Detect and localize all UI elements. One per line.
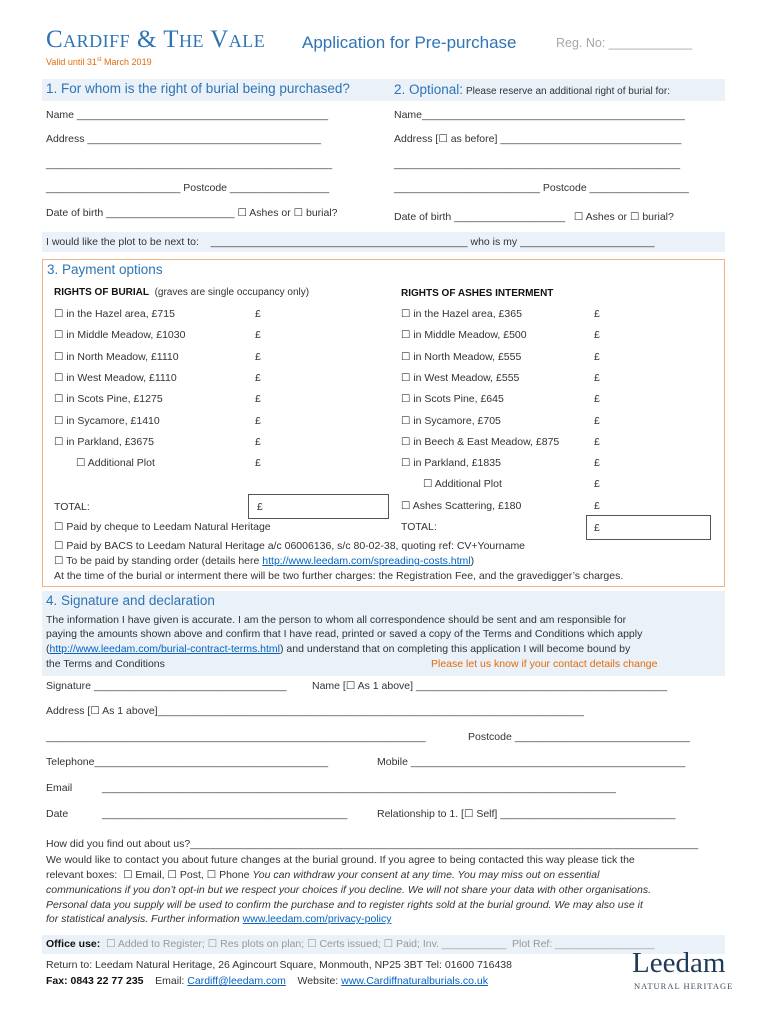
s1-name-field[interactable]: Name ___________________________________________ bbox=[46, 109, 329, 121]
ashes-option-label: in North Meadow, £555 bbox=[413, 351, 522, 363]
checkbox[interactable]: ☐ bbox=[401, 308, 411, 320]
burial-option-label: in Middle Meadow, £1030 bbox=[66, 329, 186, 341]
section-1-title: 1. For whom is the right of burial being purchased? bbox=[46, 81, 350, 96]
checkbox[interactable]: ☐ bbox=[54, 415, 64, 427]
checkbox: ☐ bbox=[463, 808, 474, 820]
checkbox[interactable]: ☐ bbox=[423, 478, 433, 490]
consent-options-row: relevant boxes: ☐ Email, ☐ Post, ☐ Phone You can withdraw your consent at any time. You may miss out on essential bbox=[46, 869, 600, 881]
ashes-option-label: in West Meadow, £555 bbox=[413, 372, 520, 384]
checkbox[interactable]: ☐ bbox=[401, 500, 411, 512]
signature-field[interactable]: Signature _________________________________ bbox=[46, 680, 287, 692]
checkbox[interactable]: ☐ bbox=[237, 207, 247, 219]
burial-option-label: in Scots Pine, £1275 bbox=[66, 393, 163, 405]
declarant-address-line[interactable]: _________________________________________________________________ bbox=[46, 731, 426, 743]
ashes-amount-field[interactable]: £ bbox=[594, 478, 600, 490]
declarant-name-field[interactable]: Name [☐ As 1 above] ___________________________________________ bbox=[312, 680, 668, 692]
date-field[interactable]: __________________________________________ bbox=[102, 808, 348, 820]
charges-note: At the time of the burial or interment there will be two further charges: the Registration Fee, and the gravedigger’s charges. bbox=[54, 570, 624, 582]
standing-order-option[interactable]: ☐ To be paid by standing order (details here http://www.leedam.com/spreading-costs.html) bbox=[54, 555, 475, 567]
ashes-total-box[interactable] bbox=[586, 515, 711, 540]
checkbox[interactable]: ☐ bbox=[383, 938, 394, 950]
declaration-line: the Terms and Conditions bbox=[46, 658, 165, 670]
burial-total-box[interactable] bbox=[248, 494, 389, 519]
ashes-option-row[interactable] bbox=[423, 478, 502, 490]
section-3-title: 3. Payment options bbox=[47, 262, 163, 277]
s1-address-line[interactable]: _________________________________________________ bbox=[46, 158, 333, 170]
ashes-amount-field[interactable]: £ bbox=[594, 308, 600, 320]
checkbox[interactable]: ☐ bbox=[54, 372, 64, 384]
how-found-field[interactable]: How did you find out about us?_______________________________________________________________________________________ bbox=[46, 838, 699, 850]
burial-amount-field[interactable]: £ bbox=[255, 372, 261, 384]
burial-heading: RIGHTS OF BURIAL (graves are single occupancy only) bbox=[54, 287, 310, 298]
burial-option-row[interactable] bbox=[54, 415, 160, 427]
currency-symbol: £ bbox=[594, 522, 600, 534]
checkbox[interactable]: ☐ bbox=[106, 938, 116, 950]
s2-name-field[interactable]: Name_____________________________________________ bbox=[394, 109, 685, 121]
consent-post-checkbox[interactable]: ☐ Post, bbox=[167, 869, 204, 881]
consent-text: communications if you don’t opt-in but we respect your choices if you decline. We will not share your data with other organisations. bbox=[46, 884, 652, 896]
fax-number: Fax: 0843 22 77 235 bbox=[46, 975, 144, 987]
s2-postcode-field[interactable]: _________________________ Postcode _________________ bbox=[394, 182, 689, 194]
return-address: Return to: Leedam Natural Heritage, 26 Agincourt Square, Monmouth, NP25 3BT Tel: 01600 716438 bbox=[46, 959, 512, 971]
ashes-option-label: in Scots Pine, £645 bbox=[413, 393, 504, 405]
checkbox[interactable]: ☐ bbox=[54, 393, 64, 405]
burial-amount-field[interactable]: £ bbox=[255, 457, 261, 469]
website-link[interactable]: www.Cardiffnaturalburials.co.uk bbox=[341, 975, 489, 987]
section-4-title: 4. Signature and declaration bbox=[46, 593, 215, 608]
checkbox[interactable]: ☐ bbox=[401, 457, 411, 469]
checkbox[interactable]: ☐ bbox=[54, 329, 64, 341]
ashes-option-label: in Sycamore, £705 bbox=[413, 415, 501, 427]
checkbox[interactable]: ☐ bbox=[54, 436, 64, 448]
burial-option-row[interactable] bbox=[54, 329, 185, 341]
checkbox[interactable]: ☐ bbox=[401, 393, 411, 405]
ashes-amount-field[interactable]: £ bbox=[594, 415, 600, 427]
consent-phone-checkbox[interactable]: ☐ Phone bbox=[206, 869, 250, 881]
footer-contact-row: Fax: 0843 22 77 235 Email: Cardiff@leedam.com Website: www.Cardiffnaturalburials.co.uk bbox=[46, 975, 489, 987]
ashes-option-label: in Middle Meadow, £500 bbox=[413, 329, 527, 341]
leedam-logo: Leedam bbox=[632, 947, 726, 979]
s2-address-field[interactable]: Address [☐ as before] _______________________________ bbox=[394, 133, 682, 145]
s2-dob-field[interactable]: Date of birth ___________________ bbox=[394, 211, 566, 223]
ashes-option-label: in Parkland, £1835 bbox=[413, 457, 501, 469]
ashes-heading: RIGHTS OF ASHES INTERMENT bbox=[401, 288, 554, 299]
burial-option-row[interactable] bbox=[76, 457, 155, 469]
relationship-field[interactable]: Relationship to 1. [☐ Self] ______________________________ bbox=[377, 808, 676, 820]
declarant-postcode-field[interactable]: Postcode ______________________________ bbox=[468, 731, 690, 743]
declaration-line: paying the amounts shown above and confirm that I have read, printed or saved a copy of the Terms and Conditions which apply bbox=[46, 628, 643, 640]
reg-no: Reg. No: ____________ bbox=[556, 36, 693, 50]
burial-amount-field[interactable]: £ bbox=[255, 329, 261, 341]
terms-link[interactable]: http://www.leedam.com/burial-contract-terms.html bbox=[49, 643, 280, 655]
burial-amount-field[interactable]: £ bbox=[255, 436, 261, 448]
burial-option-label: in Sycamore, £1410 bbox=[66, 415, 160, 427]
consent-text: We would like to contact you about future changes at the burial ground. If you agree to being contacted this way please tick the bbox=[46, 854, 635, 866]
consent-email-checkbox[interactable]: ☐ Email, bbox=[123, 869, 165, 881]
plot-next-to-field[interactable]: ____________________________________________ bbox=[210, 236, 468, 248]
form-title: Application for Pre-purchase bbox=[302, 33, 517, 52]
paid-by-bacs-option[interactable]: ☐ Paid by BACS to Leedam Natural Heritage a/c 06006136, s/c 80-02-38, quoting ref: CV+Yourname bbox=[54, 540, 526, 552]
ashes-option-label: in Beech & East Meadow, £875 bbox=[413, 436, 560, 448]
brand-title: Cardiff & The Vale bbox=[46, 26, 266, 53]
s1-postcode-field[interactable]: _______________________ Postcode _________________ bbox=[46, 182, 330, 194]
ashes-amount-field[interactable]: £ bbox=[594, 351, 600, 363]
checkbox[interactable]: ☐ bbox=[573, 211, 584, 223]
ashes-amount-field[interactable]: £ bbox=[594, 393, 600, 405]
ashes-amount-field[interactable]: £ bbox=[594, 329, 600, 341]
ashes-amount-field[interactable]: £ bbox=[594, 436, 600, 448]
checkbox[interactable]: ☐ bbox=[401, 351, 411, 363]
s2-address-line[interactable]: _________________________________________________ bbox=[394, 158, 681, 170]
burial-option-label: in Parkland, £3675 bbox=[66, 436, 154, 448]
ashes-amount-field[interactable]: £ bbox=[594, 500, 600, 512]
office-use-row: Office use: ☐ Added to Register; ☐ Res plots on plan; ☐ Certs issued; ☐ Paid; Inv. ___________ Plot Ref: _________________ bbox=[46, 938, 655, 950]
currency-symbol: £ bbox=[257, 501, 263, 513]
declarant-address-field[interactable]: Address [☐ As 1 above]_________________________________________________________________________ bbox=[46, 705, 584, 717]
ashes-option-row[interactable] bbox=[401, 308, 522, 320]
s2-dob-row: Date of birth ___________________ ☐ Ashes or ☐ burial? bbox=[394, 211, 674, 223]
ashes-option-row[interactable] bbox=[401, 393, 504, 405]
checkbox[interactable]: ☐ bbox=[401, 415, 411, 427]
checkbox: ☐ bbox=[90, 705, 100, 717]
burial-option-row[interactable] bbox=[54, 351, 179, 363]
leedam-logo-subtitle: NATURAL HERITAGE bbox=[634, 981, 734, 991]
s1-dob-field[interactable]: Date of birth ______________________ bbox=[46, 207, 235, 219]
paid-by-cheque-option[interactable]: ☐ Paid by cheque to Leedam Natural Heritage bbox=[54, 521, 271, 533]
valid-until: Valid until 31st March 2019 bbox=[46, 57, 152, 67]
checkbox[interactable]: ☐ bbox=[307, 938, 317, 950]
checkbox[interactable]: ☐ bbox=[54, 308, 64, 320]
mobile-field[interactable]: Mobile _______________________________________________ bbox=[377, 756, 686, 768]
checkbox[interactable]: ☐ bbox=[54, 351, 64, 363]
checkbox[interactable]: ☐ bbox=[293, 207, 304, 219]
consent-text: Personal data you supply will be used to confirm the purchase and to register rights sold at the burial ground. We may also use it bbox=[46, 899, 643, 911]
email-link[interactable]: Cardiff@leedam.com bbox=[187, 975, 286, 987]
checkbox[interactable]: ☐ bbox=[401, 372, 411, 384]
ashes-option-row[interactable] bbox=[401, 351, 521, 363]
ashes-amount-field[interactable]: £ bbox=[594, 457, 600, 469]
ashes-option-row[interactable] bbox=[401, 415, 501, 427]
declaration-line: The information I have given is accurate. I am the person to whom all correspondence should be sent and am responsible for bbox=[46, 614, 627, 626]
burial-option-row[interactable] bbox=[54, 308, 175, 320]
checkbox: ☐ bbox=[54, 540, 64, 552]
checkbox[interactable]: ☐ bbox=[207, 938, 218, 950]
checkbox: ☐ bbox=[54, 521, 64, 533]
ashes-option-row[interactable] bbox=[401, 457, 501, 469]
ashes-option-label: Ashes Scattering, £180 bbox=[412, 500, 522, 512]
consent-text: for statistical analysis. Further information www.leedam.com/privacy-policy bbox=[46, 913, 392, 925]
contact-change-note: Please let us know if your contact details change bbox=[431, 658, 658, 670]
ashes-option-label: Additional Plot bbox=[434, 478, 502, 490]
burial-option-label: in North Meadow, £1110 bbox=[66, 351, 179, 363]
email-field[interactable]: ________________________________________________________________________________________ bbox=[102, 782, 616, 794]
section-2-title: 2. Optional: Please reserve an additional right of burial for: bbox=[394, 82, 670, 97]
who-is-my-field[interactable]: _______________________ bbox=[520, 236, 655, 248]
ashes-option-row[interactable] bbox=[401, 372, 519, 384]
burial-option-label: in West Meadow, £1110 bbox=[66, 372, 177, 384]
date-label: Date bbox=[46, 808, 69, 820]
burial-option-row[interactable] bbox=[54, 393, 163, 405]
checkbox[interactable]: ☐ bbox=[401, 329, 411, 341]
s1-address-field[interactable]: Address ________________________________________ bbox=[46, 133, 322, 145]
burial-amount-field[interactable]: £ bbox=[255, 393, 261, 405]
ashes-amount-field[interactable]: £ bbox=[594, 372, 600, 384]
burial-total-label: TOTAL: bbox=[54, 501, 90, 513]
burial-amount-field[interactable]: £ bbox=[255, 415, 261, 427]
checkbox: ☐ bbox=[54, 555, 64, 567]
burial-option-row[interactable] bbox=[54, 372, 177, 384]
checkbox: ☐ bbox=[438, 133, 448, 145]
checkbox[interactable]: ☐ bbox=[76, 457, 86, 469]
burial-amount-field[interactable]: £ bbox=[255, 351, 261, 363]
checkbox[interactable]: ☐ bbox=[401, 436, 411, 448]
ashes-total-label: TOTAL: bbox=[401, 521, 437, 533]
ashes-option-row[interactable] bbox=[401, 436, 559, 448]
privacy-policy-link[interactable]: www.leedam.com/privacy-policy bbox=[242, 913, 392, 925]
burial-amount-field[interactable]: £ bbox=[255, 308, 261, 320]
ashes-option-row[interactable] bbox=[401, 329, 527, 341]
checkbox[interactable]: ☐ bbox=[629, 211, 640, 223]
burial-option-label: Additional Plot bbox=[87, 457, 155, 469]
ashes-option-label: in the Hazel area, £365 bbox=[413, 308, 522, 320]
email-label: Email bbox=[46, 782, 73, 794]
burial-option-row[interactable] bbox=[54, 436, 154, 448]
ashes-option-row[interactable] bbox=[401, 500, 521, 512]
spreading-costs-link[interactable]: http://www.leedam.com/spreading-costs.html bbox=[262, 555, 471, 567]
checkbox: ☐ bbox=[345, 680, 356, 692]
s1-dob-row: Date of birth ______________________ ☐ Ashes or ☐ burial? bbox=[46, 207, 338, 219]
declaration-line: (http://www.leedam.com/burial-contract-terms.html) and understand that on completing this application I will become bound by bbox=[46, 643, 631, 655]
burial-option-label: in the Hazel area, £715 bbox=[66, 308, 175, 320]
telephone-field[interactable]: Telephone________________________________________ bbox=[46, 756, 329, 768]
plot-next-to-row: I would like the plot to be next to: ____________________________________________ who is my _______________________ bbox=[46, 236, 655, 248]
